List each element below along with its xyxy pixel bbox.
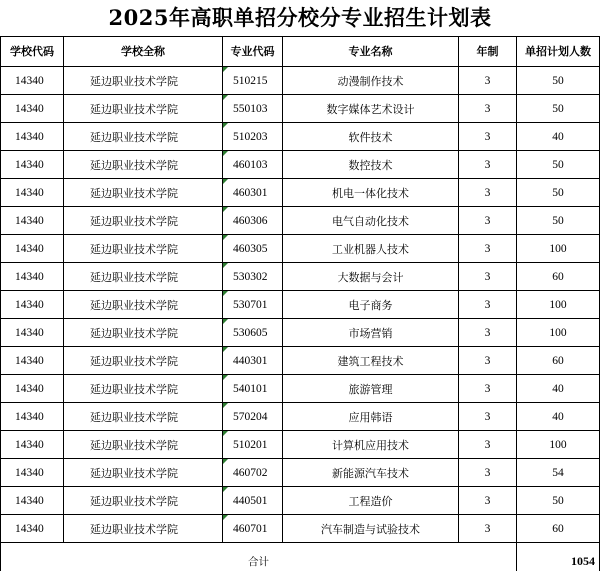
- cell-major-code: [223, 95, 283, 123]
- table-row: [1, 179, 600, 207]
- cell-school-code: 14340: [1, 515, 64, 543]
- cell-years: 3: [459, 151, 517, 179]
- cell-quota: 60: [517, 347, 600, 375]
- major-code-text: 440301: [233, 354, 268, 367]
- cell-quota: 40: [517, 375, 600, 403]
- cell-school-code: 14340: [1, 403, 64, 431]
- cell-school-code: 14340: [1, 235, 64, 263]
- cell-school-name: 延边职业技术学院: [64, 235, 223, 263]
- major-code-text: 550103: [233, 102, 268, 115]
- table-row: [1, 431, 600, 459]
- cell-years: 3: [459, 515, 517, 543]
- cell-major-code: [223, 235, 283, 263]
- cell-school-name: 延边职业技术学院: [64, 459, 223, 487]
- major-code-text: 530701: [233, 298, 268, 311]
- major-code-text: 530605: [233, 326, 268, 339]
- cell-comment-marker-icon: [223, 235, 228, 240]
- cell-years: 3: [459, 67, 517, 95]
- cell-comment-marker-icon: [223, 403, 228, 408]
- cell-quota: 60: [517, 263, 600, 291]
- table-body: [1, 67, 600, 543]
- cell-years: 3: [459, 319, 517, 347]
- cell-school-code: 14340: [1, 151, 64, 179]
- cell-major-name: 软件技术: [283, 123, 459, 151]
- cell-quota: 50: [517, 207, 600, 235]
- cell-years: 3: [459, 235, 517, 263]
- major-code-text: 460702: [233, 466, 268, 479]
- header-major-code: 专业代码: [223, 37, 283, 67]
- cell-school-name: 延边职业技术学院: [64, 207, 223, 235]
- cell-school-code: 14340: [1, 487, 64, 515]
- cell-school-code: 14340: [1, 347, 64, 375]
- major-code-text: 440501: [233, 494, 268, 507]
- cell-major-name: 工业机器人技术: [283, 235, 459, 263]
- cell-major-code: [223, 319, 283, 347]
- cell-major-code: [223, 347, 283, 375]
- page-title: 2025年高职单招分校分专业招生计划表: [108, 5, 492, 30]
- cell-school-name: 延边职业技术学院: [64, 375, 223, 403]
- cell-comment-marker-icon: [223, 319, 228, 324]
- major-code-text: 570204: [233, 410, 268, 423]
- cell-school-code: 14340: [1, 179, 64, 207]
- table-row: [1, 151, 600, 179]
- table-row: [1, 123, 600, 151]
- cell-major-name: 大数据与会计: [283, 263, 459, 291]
- cell-quota: 40: [517, 403, 600, 431]
- cell-school-code: 14340: [1, 291, 64, 319]
- cell-major-code: [223, 459, 283, 487]
- cell-school-name: 延边职业技术学院: [64, 291, 223, 319]
- cell-major-name: 动漫制作技术: [283, 67, 459, 95]
- cell-years: 3: [459, 375, 517, 403]
- cell-comment-marker-icon: [223, 487, 228, 492]
- table-row: [1, 95, 600, 123]
- major-code-text: 460103: [233, 158, 268, 171]
- cell-major-code: [223, 207, 283, 235]
- table-row: [1, 403, 600, 431]
- cell-quota: 50: [517, 179, 600, 207]
- table-row: [1, 375, 600, 403]
- major-code-text: 460306: [233, 214, 268, 227]
- cell-school-name: 延边职业技术学院: [64, 179, 223, 207]
- major-code-text: 510203: [233, 130, 268, 143]
- major-code-text: 460701: [233, 522, 268, 535]
- cell-comment-marker-icon: [223, 67, 228, 72]
- cell-major-name: 电气自动化技术: [283, 207, 459, 235]
- cell-major-code: [223, 487, 283, 515]
- cell-quota: 40: [517, 123, 600, 151]
- cell-comment-marker-icon: [223, 375, 228, 380]
- cell-years: 3: [459, 207, 517, 235]
- cell-quota: 50: [517, 151, 600, 179]
- cell-quota: 60: [517, 515, 600, 543]
- major-code-text: 460305: [233, 242, 268, 255]
- cell-comment-marker-icon: [223, 263, 228, 268]
- cell-major-name: 旅游管理: [283, 375, 459, 403]
- cell-years: 3: [459, 431, 517, 459]
- cell-school-name: 延边职业技术学院: [64, 123, 223, 151]
- cell-years: 3: [459, 123, 517, 151]
- cell-major-code: [223, 67, 283, 95]
- cell-major-code: [223, 123, 283, 151]
- cell-major-code: [223, 431, 283, 459]
- cell-school-name: 延边职业技术学院: [64, 403, 223, 431]
- cell-school-name: 延边职业技术学院: [64, 319, 223, 347]
- cell-major-code: [223, 263, 283, 291]
- cell-years: 3: [459, 487, 517, 515]
- cell-comment-marker-icon: [223, 179, 228, 184]
- cell-school-code: 14340: [1, 263, 64, 291]
- cell-years: 3: [459, 263, 517, 291]
- cell-school-name: 延边职业技术学院: [64, 431, 223, 459]
- cell-school-code: 14340: [1, 67, 64, 95]
- cell-major-name: 工程造价: [283, 487, 459, 515]
- cell-quota: 100: [517, 319, 600, 347]
- cell-quota: 100: [517, 431, 600, 459]
- cell-quota: 100: [517, 235, 600, 263]
- cell-major-code: [223, 515, 283, 543]
- cell-major-name: 电子商务: [283, 291, 459, 319]
- cell-major-name: 市场营销: [283, 319, 459, 347]
- enrollment-plan-table: [0, 36, 600, 571]
- cell-comment-marker-icon: [223, 95, 228, 100]
- table-row: [1, 515, 600, 543]
- table-row: [1, 235, 600, 263]
- cell-major-name: 应用韩语: [283, 403, 459, 431]
- cell-quota: 100: [517, 291, 600, 319]
- cell-quota: 50: [517, 67, 600, 95]
- cell-comment-marker-icon: [223, 347, 228, 352]
- header-school-code: 学校代码: [1, 37, 64, 67]
- total-row: [1, 543, 600, 571]
- cell-major-name: 新能源汽车技术: [283, 459, 459, 487]
- cell-major-name: 机电一体化技术: [283, 179, 459, 207]
- cell-major-name: 数控技术: [283, 151, 459, 179]
- cell-school-name: 延边职业技术学院: [64, 347, 223, 375]
- major-code-text: 530302: [233, 270, 268, 283]
- cell-major-code: [223, 403, 283, 431]
- cell-school-code: 14340: [1, 123, 64, 151]
- table-row: [1, 67, 600, 95]
- table-row: [1, 291, 600, 319]
- cell-years: 3: [459, 95, 517, 123]
- cell-comment-marker-icon: [223, 431, 228, 436]
- cell-comment-marker-icon: [223, 515, 228, 520]
- cell-comment-marker-icon: [223, 151, 228, 156]
- cell-comment-marker-icon: [223, 459, 228, 464]
- cell-major-code: [223, 375, 283, 403]
- cell-school-name: 延边职业技术学院: [64, 95, 223, 123]
- cell-school-code: 14340: [1, 375, 64, 403]
- cell-major-name: 汽车制造与试验技术: [283, 515, 459, 543]
- cell-school-name: 延边职业技术学院: [64, 151, 223, 179]
- table-row: [1, 487, 600, 515]
- cell-school-name: 延边职业技术学院: [64, 487, 223, 515]
- table-header-row: [1, 37, 600, 67]
- cell-quota: 54: [517, 459, 600, 487]
- header-school-name: 学校全称: [64, 37, 223, 67]
- table-row: [1, 459, 600, 487]
- cell-major-code: [223, 151, 283, 179]
- cell-years: 3: [459, 179, 517, 207]
- cell-school-code: 14340: [1, 95, 64, 123]
- cell-major-name: 数字媒体艺术设计: [283, 95, 459, 123]
- cell-school-code: 14340: [1, 459, 64, 487]
- table-row: [1, 207, 600, 235]
- cell-years: 3: [459, 403, 517, 431]
- total-label: 合计: [1, 543, 517, 571]
- cell-comment-marker-icon: [223, 123, 228, 128]
- cell-major-code: [223, 291, 283, 319]
- cell-years: 3: [459, 291, 517, 319]
- major-code-text: 510201: [233, 438, 268, 451]
- cell-years: 3: [459, 347, 517, 375]
- cell-years: 3: [459, 459, 517, 487]
- cell-school-code: 14340: [1, 207, 64, 235]
- major-code-text: 460301: [233, 186, 268, 199]
- cell-major-name: 建筑工程技术: [283, 347, 459, 375]
- major-code-text: 540101: [233, 382, 268, 395]
- cell-major-name: 计算机应用技术: [283, 431, 459, 459]
- cell-comment-marker-icon: [223, 207, 228, 212]
- cell-quota: 50: [517, 487, 600, 515]
- table-row: [1, 319, 600, 347]
- cell-school-code: 14340: [1, 431, 64, 459]
- cell-school-code: 14340: [1, 319, 64, 347]
- header-quota: 单招计划人数: [517, 37, 600, 67]
- cell-quota: 50: [517, 95, 600, 123]
- major-code-text: 510215: [233, 74, 268, 87]
- header-major-name: 专业名称: [283, 37, 459, 67]
- cell-school-name: 延边职业技术学院: [64, 515, 223, 543]
- cell-school-name: 延边职业技术学院: [64, 67, 223, 95]
- header-years: 年制: [459, 37, 517, 67]
- cell-major-code: [223, 179, 283, 207]
- table-row: [1, 263, 600, 291]
- cell-school-name: 延边职业技术学院: [64, 263, 223, 291]
- total-value: 1054: [517, 543, 600, 571]
- cell-comment-marker-icon: [223, 291, 228, 296]
- table-row: [1, 347, 600, 375]
